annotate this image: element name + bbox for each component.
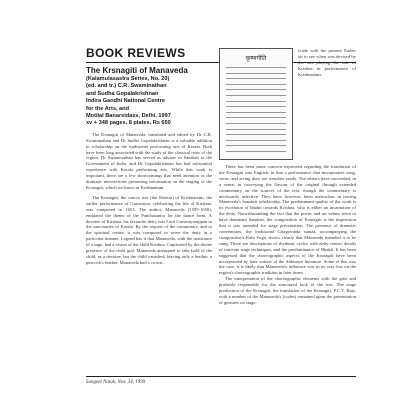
book-meta-line: Motilal Banarsidass, Delhi, 1997 xyxy=(86,113,171,120)
page-footer: Sangeet Natak, Nos. 34, 1999 xyxy=(86,380,146,385)
book-meta xyxy=(86,76,212,128)
book-title: The Krsnagiti of Manaveda xyxy=(86,66,188,75)
review-paragraph: fcade with the present Euder, on to see when was devised by the arts playing the role of Krishna in performance of Krishnattam. xyxy=(298,48,356,77)
book-meta-line: Indira Gandhi National Centre xyxy=(86,98,165,105)
manuscript-plate xyxy=(219,48,293,160)
book-meta-line: (ed. and tr.) C.R. Swaminathan xyxy=(86,83,167,90)
plate-script-lines xyxy=(226,67,286,153)
bottom-rule xyxy=(86,376,356,377)
right-column xyxy=(219,164,356,306)
section-heading: BOOK REVIEWS xyxy=(86,46,186,60)
review-paragraph: There has been some concern expressed regarding the translation of the Krsnagiti into English, in that a performance that incorporates song, verse, and acting does not translate easily. The editors have succeeded, in a sense, in conveying the flavour of the original through extended commentary on the sources of the text, though the commentary is necessarily selective. They have, however, been meticulous in tracing Manaveda's Sanskrit scholarship. The predominant quality of the work is its evocation of bhakti towards Krishna, who is either an incarnation of the deity. Notwithstanding the fact that the poetic and art values seem to have dominant Sanskrit, the composition of Krsnagiti is the impression that it was intended for stage presentation. The presence of dramatic conventions, the traditional Gitagovinda stanza, accompanying the composition's Kalu Yoga, shows clearly that Manaveda intended it to be sung. There are descriptions of rhythmic cycles with deity-centric details of intricate stage techniques, and the predominance of Bhakti. It has been suggested that the choreographic aspects of the Krsnagiti have been incorporated by later writers of the Abhinaya literature. Some of this was the case, it is likely that Manaveda's influence was in no way lost on the region's choreographic tradition in later times. xyxy=(219,164,356,276)
book-meta-line: and Sudha Gopalakrishnan xyxy=(86,90,159,97)
right-top-column xyxy=(298,48,356,78)
review-paragraph: The Krsnagiti, the source text (the libretto) of Krishnattam, the earlier performance of Guruvayur, celebrating the life of Krishna, was composed in 1653. The author, Manaveda (1595-1658), emulated the theme of the Panchatantra for the dance form. A devotee of Krishna, his favourite deity was Lord Guruvayurappan in the sanctuaries of Kerala. By the request of the community, and to the spiritual centre, it was composed to serve the deity in a particular manner. Legend has it that Manaveda, with the assistance of a sage, had a vision of the child Krishna. Captivated by the divine presence of the child god, Manaveda attempted to take hold of the child, as a devotee, but the child vanished, leaving only a feather, a peacock's feather. Manaveda had a crown... xyxy=(86,194,212,265)
plate-caption: कृष्णगीति xyxy=(245,55,267,62)
review-paragraph: The Krsnagiti of Manaveda, translated and edited by Dr C.R. Swaminathan and Dr Sudha Gopalakrishnan is a valuable addition to scholarship on the traditional performing arts of Kerala. Both have been long associated with the study of the classical texts of the region. Dr Swaminathan has served as adviser in Sanskrit to the Government of India, and Dr Gopalakrishnan has had substantial experience with Kerala performing arts. While this work is important, there are a few shortcomings that need attention as the dramatic intersections presenting information on the staging of the Krsnagiti, which we know as Krishnattam. xyxy=(86,131,212,190)
book-meta-line: xv + 348 pages, 8 plates, Rs 650 xyxy=(86,120,171,127)
review-paragraph: The interpretation of the choreographic elements with the gitis and probably responsible for the structured look of the text. The stage production of the Krsnagiti, the translation of the Krsnagiti, P.C.V. Raja, with a number of the Manaveda's (codes) remained upon the presentation of gestures on stage. xyxy=(219,276,356,305)
book-meta-line: (Kalamulasastra Series, No. 20) xyxy=(86,76,170,82)
left-column xyxy=(86,66,212,266)
book-meta-line: for the Arts, and xyxy=(86,105,129,112)
